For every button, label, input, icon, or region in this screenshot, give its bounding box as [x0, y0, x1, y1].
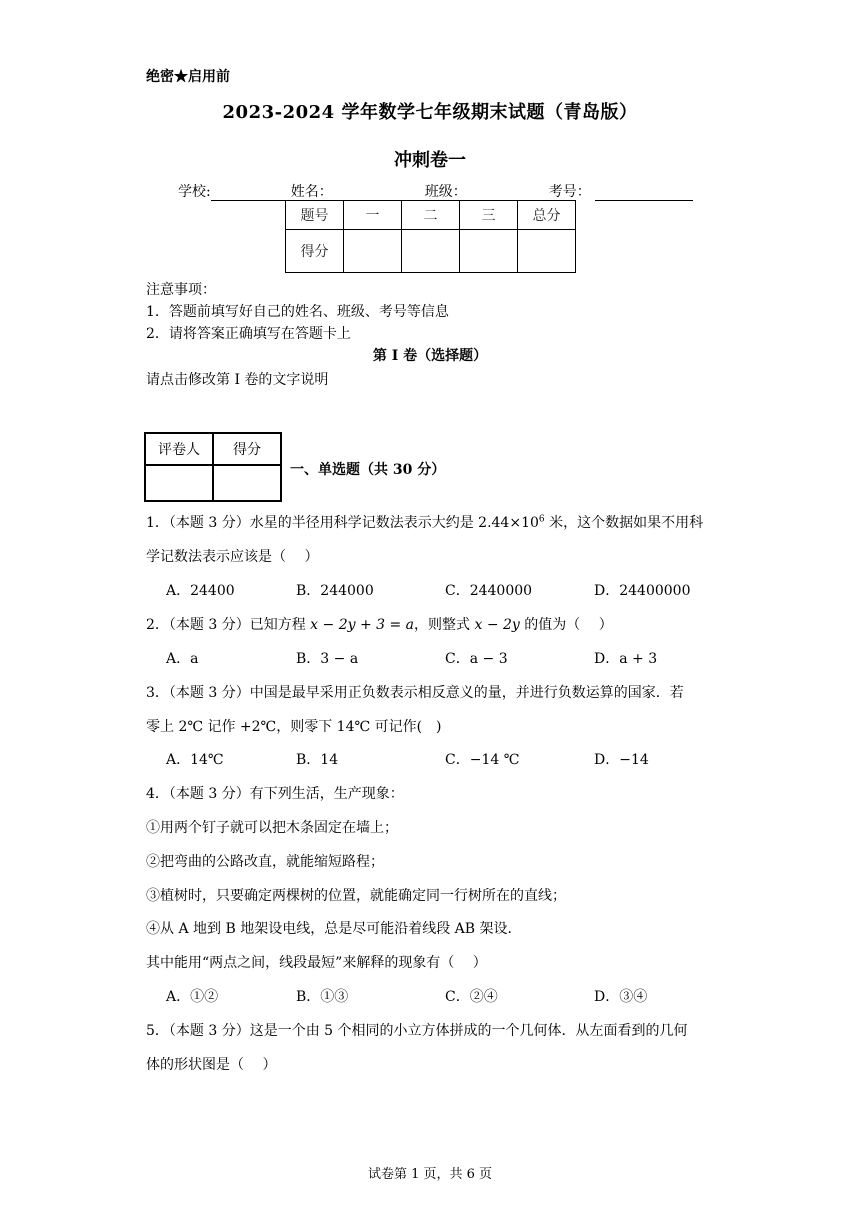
q2-option-d[interactable]: D．a + 3 [594, 651, 658, 667]
school-blank[interactable] [211, 185, 291, 201]
notes-item: 1．答题前填写好自己的姓名、班级、考号等信息 [146, 304, 449, 320]
score-table-header: 总分 [518, 201, 576, 230]
q2-equation: x − 2y + 3 = a [310, 617, 415, 633]
grader-score-cell[interactable] [213, 465, 281, 501]
class-blank[interactable] [469, 185, 549, 201]
page-footer: 试卷第 1 页，共 6 页 [367, 1167, 493, 1182]
question-1-line-1 [146, 512, 703, 532]
q2-text-mid: ，则整式 [414, 617, 475, 633]
question-4-ask: 其中能用“两点之间，线段最短”来解释的现象有（ ） [146, 955, 487, 971]
score-cell[interactable] [460, 230, 518, 273]
name-label: 姓名： [290, 184, 333, 200]
notes-item: 2．请将答案正确填写在答题卡上 [146, 326, 351, 342]
student-info-fields [178, 181, 693, 201]
q1-text-end: 米，这个数据如果不用科 [544, 515, 704, 531]
school-label: 学校: [178, 184, 211, 200]
score-row-label: 得分 [286, 230, 344, 273]
score-table [285, 200, 576, 273]
question-3-line-1: 3．（本题 3 分）中国是最早采用正负数表示相反意义的量，并进行负数运算的国家．若 [146, 685, 684, 701]
question-4-item-2: ②把弯曲的公路改直，就能缩短路程； [146, 854, 384, 870]
score-table-header: 一 [344, 201, 402, 230]
q1-exponent: 6 [538, 514, 545, 525]
question-4-item-3: ③植树时，只要确定两棵树的位置，就能确定同一行树所在的直线； [146, 888, 566, 904]
q2-option-a[interactable]: A．a [166, 651, 199, 667]
q1-option-b[interactable]: B．244000 [296, 583, 374, 599]
grader-reviewer-cell[interactable] [145, 465, 213, 501]
question-5-line-1: 5．（本题 3 分）这是一个由 5 个相同的小立方体拼成的一个几何体．从左面看到的几何 [146, 1023, 688, 1039]
q2-option-b[interactable]: B．3 − a [296, 651, 359, 667]
q4-option-c[interactable]: C．②④ [445, 989, 498, 1005]
q2-expression: x − 2y [474, 617, 520, 633]
score-cell[interactable] [402, 230, 460, 273]
grader-table [144, 432, 282, 502]
q1-option-d[interactable]: D．24400000 [594, 583, 691, 599]
score-cell[interactable] [518, 230, 576, 273]
question-2 [146, 614, 613, 634]
notes-title: 注意事项： [146, 282, 216, 298]
question-5-line-2: 体的形状图是（ ） [146, 1057, 277, 1073]
q3-option-d[interactable]: D．−14 [594, 752, 649, 768]
exam-subtitle: 冲刺卷一 [394, 150, 466, 171]
question-4-line-1: 4．（本题 3 分）有下列生活，生产现象： [146, 786, 404, 802]
q1-option-a[interactable]: A．24400 [166, 583, 235, 599]
exam-title: 2023-2024 学年数学七年级期末试题（青岛版） [222, 102, 638, 123]
q1-option-c[interactable]: C．2440000 [445, 583, 533, 599]
part-title: 一、单选题（共 30 分） [290, 462, 446, 478]
exam-no-label: 考号： [548, 184, 591, 200]
score-table-header: 题号 [286, 201, 344, 230]
question-1-line-2: 学记数法表示应该是（ ） [146, 549, 319, 565]
q4-option-a[interactable]: A．①② [166, 989, 219, 1005]
question-3-line-2: 零上 2℃ 记作 +2℃，则零下 14℃ 可记作( ) [146, 719, 442, 735]
q4-option-b[interactable]: B．①③ [296, 989, 349, 1005]
q4-option-d[interactable]: D．③④ [594, 989, 648, 1005]
score-table-header: 三 [460, 201, 518, 230]
score-table-header: 二 [402, 201, 460, 230]
q2-text: 2．（本题 3 分）已知方程 [146, 617, 311, 633]
name-blank[interactable] [339, 185, 419, 201]
exam-no-blank[interactable] [595, 185, 693, 201]
score-cell[interactable] [344, 230, 402, 273]
grader-score-label: 得分 [213, 433, 281, 465]
grader-reviewer-label: 评卷人 [145, 433, 213, 465]
question-4-item-4: ④从 A 地到 B 地架设电线，总是尽可能沿着线段 AB 架设． [146, 921, 522, 937]
q3-option-c[interactable]: C．−14 ℃ [445, 752, 520, 768]
q3-option-b[interactable]: B．14 [296, 752, 339, 768]
section-description[interactable]: 请点击修改第 I 卷的文字说明 [146, 372, 329, 388]
q3-option-a[interactable]: A．14℃ [166, 752, 224, 768]
q1-text: 1．（本题 3 分）水星的半径用科学记数法表示大约是 2.44×10 [146, 515, 539, 531]
class-label: 班级： [424, 184, 467, 200]
notes [146, 279, 449, 345]
secret-label: 绝密★启用前 [146, 69, 230, 85]
section-title: 第 I 卷（选择题） [372, 348, 488, 364]
q2-option-c[interactable]: C．a − 3 [445, 651, 508, 667]
question-4-item-1: ①用两个钉子就可以把木条固定在墙上； [146, 820, 398, 836]
q2-text-end: 的值为（ ） [519, 617, 613, 633]
